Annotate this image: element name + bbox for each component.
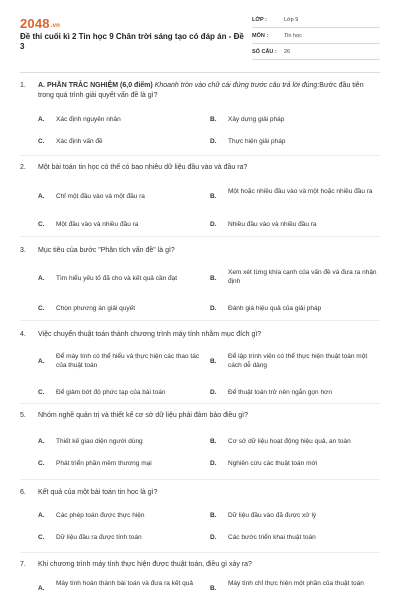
option-a[interactable] bbox=[38, 115, 208, 124]
option-a[interactable] bbox=[38, 192, 208, 201]
question-text: Mục tiêu của bước "Phân tích vấn đề" là gì? bbox=[38, 247, 175, 254]
option-text: Để thuật toán trở nên ngắn gọn hơn bbox=[228, 389, 332, 396]
instruction: Khoanh tròn vào chữ cái đứng trước câu trả lời đúng: bbox=[154, 82, 320, 89]
option-label: C. bbox=[38, 138, 45, 145]
option-text: Thực hiện giải pháp bbox=[228, 138, 286, 145]
question-2 bbox=[20, 163, 380, 173]
question-separator bbox=[20, 236, 380, 237]
option-label: A. bbox=[38, 358, 45, 365]
question-7 bbox=[20, 560, 380, 570]
logo-sub: .vn bbox=[50, 23, 61, 29]
meta-row-count bbox=[252, 46, 380, 60]
meta-label: MÔN : bbox=[252, 33, 269, 39]
option-text: Xây dựng giải pháp bbox=[228, 116, 285, 123]
question-text bbox=[38, 81, 380, 101]
option-label: A. bbox=[38, 116, 45, 123]
option-label: B. bbox=[210, 116, 217, 123]
question-number: 6. bbox=[20, 489, 26, 496]
meta-row-subject bbox=[252, 30, 380, 44]
option-text: Một hoặc nhiều đầu vào và một hoặc nhiều đầu ra bbox=[228, 188, 373, 195]
question-text: Nhóm nghề quản trị và thiết kế cơ sở dữ liệu phải đảm bảo điều gì? bbox=[38, 412, 248, 419]
question-text: Việc chuyển thuật toán thành chương trình máy tính nhằm mục đích gì? bbox=[38, 331, 262, 338]
meta-label: SỐ CÂU : bbox=[252, 49, 277, 55]
option-text: Để giảm bớt độ phức tạp của bài toán bbox=[56, 389, 166, 396]
question-6 bbox=[20, 488, 380, 498]
question-number: 2. bbox=[20, 164, 26, 171]
option-label: D. bbox=[210, 221, 217, 228]
header-divider bbox=[20, 72, 380, 73]
option-b[interactable] bbox=[210, 511, 380, 520]
meta-value: 26 bbox=[284, 49, 291, 55]
option-label: A. bbox=[38, 438, 45, 445]
question-header bbox=[20, 246, 380, 256]
option-b[interactable] bbox=[210, 352, 380, 370]
option-c[interactable] bbox=[38, 220, 208, 229]
meta-value: Tin học bbox=[284, 33, 302, 39]
question-3 bbox=[20, 246, 380, 256]
question-header bbox=[20, 488, 380, 498]
option-text: Chỉ một đầu vào và một đầu ra bbox=[56, 193, 145, 200]
option-label: C. bbox=[38, 460, 45, 467]
option-text: Để lập trình viên có thể thực hiện thuật toán một cách dễ dàng bbox=[228, 353, 368, 369]
option-text: Phát triển phần mềm thương mại bbox=[56, 460, 152, 467]
option-text: Dữ liệu đầu vào đã được xử lý bbox=[228, 512, 317, 519]
question-number: 7. bbox=[20, 561, 26, 568]
option-label: D. bbox=[210, 534, 217, 541]
question-separator bbox=[20, 320, 380, 321]
option-a[interactable] bbox=[38, 274, 208, 283]
option-text: Thiết kế giao diện người dùng bbox=[56, 438, 143, 445]
option-text: Nghiên cứu các thuật toán mới bbox=[228, 460, 318, 467]
document-meta bbox=[252, 14, 380, 62]
option-d[interactable] bbox=[210, 533, 380, 542]
option-c[interactable] bbox=[38, 388, 208, 397]
option-b[interactable] bbox=[210, 437, 380, 446]
meta-row-class bbox=[252, 14, 380, 28]
option-b[interactable] bbox=[210, 187, 380, 200]
option-d[interactable] bbox=[210, 220, 380, 229]
option-label: C. bbox=[38, 305, 45, 312]
option-label: B. bbox=[210, 438, 217, 445]
option-label: A. bbox=[38, 585, 45, 592]
question-number: 5. bbox=[20, 412, 26, 419]
site-logo[interactable] bbox=[20, 16, 60, 31]
option-text: Máy tính hoàn thành bài toán và đưa ra kết quả bbox=[56, 580, 193, 587]
option-c[interactable] bbox=[38, 304, 208, 313]
option-label: B. bbox=[210, 193, 217, 200]
question-header bbox=[20, 330, 380, 340]
option-text: Xác định nguyên nhân bbox=[56, 116, 121, 123]
question-separator bbox=[20, 403, 380, 404]
option-text: Chọn phương án giải quyết bbox=[56, 305, 136, 312]
question-number: 4. bbox=[20, 331, 26, 338]
option-text: Để máy tính có thể hiểu và thực hiện các thao tác của thuật toán bbox=[56, 353, 200, 369]
option-text: Các bước triển khai thuật toán bbox=[228, 534, 316, 541]
option-d[interactable] bbox=[210, 304, 380, 313]
option-a[interactable] bbox=[38, 511, 208, 520]
option-text: Dữ liệu đầu ra được tính toán bbox=[56, 534, 142, 541]
option-d[interactable] bbox=[210, 137, 380, 146]
option-text: Đánh giá hiệu quả của giải pháp bbox=[228, 305, 322, 312]
meta-label: LỚP : bbox=[252, 17, 267, 23]
option-text: Tìm hiểu yếu tố đã cho và kết quả cần đạt bbox=[56, 275, 178, 282]
option-label: A. bbox=[38, 275, 45, 282]
question-number: 1. bbox=[20, 82, 26, 89]
option-text: Các phép toán được thực hiện bbox=[56, 512, 145, 519]
option-label: C. bbox=[38, 389, 45, 396]
question-4 bbox=[20, 330, 380, 340]
option-text: Nhiều đầu vào và nhiều đầu ra bbox=[228, 221, 317, 228]
option-text: Xem xét từng khía cạnh của vấn đề và đưa ra nhận định bbox=[228, 269, 377, 285]
option-label: B. bbox=[210, 512, 217, 519]
question-header bbox=[20, 560, 380, 570]
option-text: Cơ sở dữ liệu hoạt động hiệu quả, an toàn bbox=[228, 438, 351, 445]
option-a[interactable] bbox=[38, 437, 208, 446]
question-text: Một bài toán tin học có thể có bao nhiêu dữ liệu đầu vào và đầu ra? bbox=[38, 164, 248, 171]
question-separator bbox=[20, 155, 380, 156]
option-text: Một đầu vào và nhiều đầu ra bbox=[56, 221, 139, 228]
option-label: A. bbox=[38, 512, 45, 519]
option-label: D. bbox=[210, 305, 217, 312]
question-1 bbox=[20, 81, 380, 101]
document-title: Đề thi cuối kì 2 Tin học 9 Chân trời sáng tạo có đáp án - Đề 3 bbox=[20, 32, 244, 51]
option-text: Máy tính chỉ thực hiện một phần của thuật toán bbox=[228, 580, 364, 587]
question-text: Khi chương trình máy tính thực hiện được thuật toán, điều gì xảy ra? bbox=[38, 561, 252, 568]
question-separator bbox=[20, 479, 380, 480]
question-text: Kết quả của một bài toán tin học là gì? bbox=[38, 489, 158, 496]
meta-value: Lớp 9 bbox=[284, 17, 299, 23]
question-header bbox=[20, 163, 380, 173]
question-header bbox=[20, 81, 380, 101]
option-label: B. bbox=[210, 358, 217, 365]
page-header bbox=[0, 0, 400, 62]
option-b[interactable] bbox=[210, 579, 380, 592]
option-label: B. bbox=[210, 275, 217, 282]
option-text: Xác định vấn đề bbox=[56, 138, 103, 145]
question-5 bbox=[20, 411, 380, 421]
question-body: Bước đầu tiên trong quá trình giải quyết vấn đề là gì? bbox=[38, 82, 364, 99]
option-label: B. bbox=[210, 585, 217, 592]
option-b[interactable] bbox=[210, 268, 380, 286]
logo-main: 2048 bbox=[20, 16, 50, 31]
option-a[interactable] bbox=[38, 352, 208, 370]
option-label: D. bbox=[210, 460, 217, 467]
question-header bbox=[20, 411, 380, 421]
option-label: C. bbox=[38, 221, 45, 228]
option-d[interactable] bbox=[210, 459, 380, 468]
option-c[interactable] bbox=[38, 533, 208, 542]
option-c[interactable] bbox=[38, 459, 208, 468]
option-c[interactable] bbox=[38, 137, 208, 146]
option-a[interactable] bbox=[38, 579, 208, 592]
question-number: 3. bbox=[20, 247, 26, 254]
option-b[interactable] bbox=[210, 115, 380, 124]
option-label: D. bbox=[210, 138, 217, 145]
option-d[interactable] bbox=[210, 388, 380, 397]
option-label: A. bbox=[38, 193, 45, 200]
section-title: A. PHẦN TRẮC NGHIỆM (6,0 điểm) bbox=[38, 82, 153, 89]
option-label: C. bbox=[38, 534, 45, 541]
question-separator bbox=[20, 552, 380, 553]
option-label: D. bbox=[210, 389, 217, 396]
